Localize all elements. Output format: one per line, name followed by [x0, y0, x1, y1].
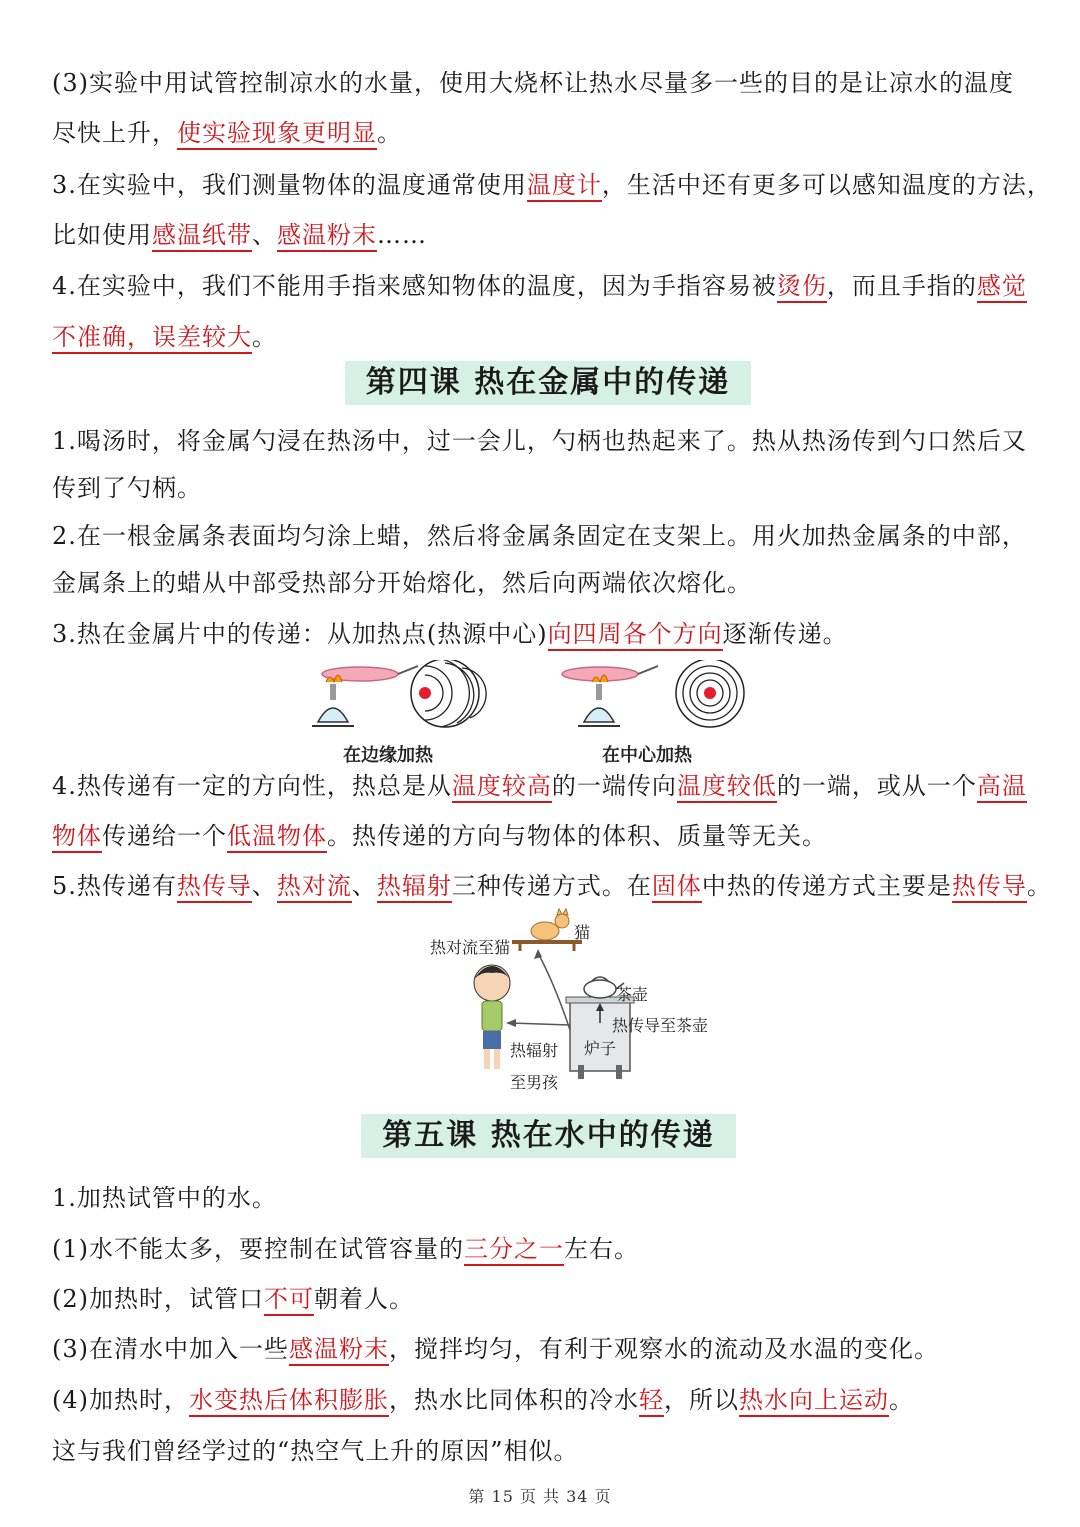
lesson-heading: 第五课 热在水中的传递 — [361, 1114, 736, 1158]
paragraph-line: 物体传递给一个低温物体。热传递的方向与物体的体积、质量等无关。 — [52, 819, 1042, 853]
paragraph-line: 4.热传递有一定的方向性，热总是从温度较高的一端传向温度较低的一端，或从一个高温 — [52, 769, 1042, 803]
answer-text: 使实验现象更明显 — [177, 119, 377, 150]
paragraph-line: (1)水不能太多，要控制在试管容量的三分之一左右。 — [52, 1232, 1042, 1266]
answer-text: 热传导 — [177, 872, 252, 903]
answer-text: 轻 — [639, 1386, 664, 1417]
answer-text: 低温物体 — [227, 822, 327, 853]
answer-text: 温度计 — [527, 171, 602, 202]
center-heating-plate-pattern — [676, 660, 744, 727]
answer-text: 温度较高 — [452, 772, 552, 803]
answer-text: 不可 — [264, 1285, 314, 1316]
center-heating-apparatus — [562, 666, 658, 726]
convection-arrow — [534, 949, 570, 1030]
answer-text: 热传导 — [952, 872, 1027, 903]
answer-text: 向四周各个方向 — [548, 620, 723, 651]
answer-text: 烫伤 — [777, 272, 827, 303]
paragraph-line: 1.加热试管中的水。 — [52, 1184, 277, 1212]
answer-text: 不准确，误差较大 — [52, 323, 252, 354]
paragraph-line: 比如使用感温纸带、感温粉末…… — [52, 218, 1042, 252]
paragraph-line: (3)在清水中加入一些感温粉末，搅拌均匀，有利于观察水的流动及水温的变化。 — [52, 1332, 1042, 1366]
radiation-label: 热辐射 — [510, 1041, 559, 1060]
answer-text: 温度较低 — [677, 772, 777, 803]
answer-text: 热水向上运动 — [739, 1386, 889, 1417]
radiation-label-2: 至男孩 — [510, 1073, 559, 1092]
paragraph-line: 3.热在金属片中的传递：从加热点(热源中心)向四周各个方向逐渐传递。 — [52, 617, 1042, 651]
answer-text: 三分之一 — [464, 1235, 564, 1266]
answer-text: 水变热后体积膨胀 — [189, 1386, 389, 1417]
radiation-arrow — [506, 1019, 570, 1027]
edge-heating-apparatus — [312, 666, 418, 726]
paragraph-line: (3)实验中用试管控制凉水的水量，使用大烧杯让热水尽量多一些的目的是让凉水的温度 — [52, 69, 1014, 97]
answer-text: 感温粉末 — [289, 1335, 389, 1366]
paragraph-line: 这与我们曾经学过的“热空气上升的原因”相似。 — [52, 1437, 579, 1465]
answer-text: 感温纸带 — [152, 221, 252, 252]
cat-on-shelf — [512, 909, 582, 951]
boy-figure — [474, 965, 510, 1069]
paragraph-line: 金属条上的蜡从中部受热部分开始熔化，然后向两端依次熔化。 — [52, 569, 752, 597]
conduction-label: 热传导至茶壶 — [612, 1016, 709, 1035]
answer-text: 热对流 — [277, 872, 352, 903]
lesson-heading: 第四课 热在金属中的传递 — [345, 361, 751, 405]
metal-plate-figure — [300, 660, 780, 740]
paragraph-line: 尽快上升，使实验现象更明显。 — [52, 116, 1042, 150]
answer-text: 固体 — [652, 872, 702, 903]
paragraph-line: (4)加热时，水变热后体积膨胀，热水比同体积的冷水轻，所以热水向上运动。 — [52, 1383, 1042, 1417]
teapot-label: 茶壶 — [616, 985, 649, 1004]
answer-text: 感觉 — [977, 272, 1027, 303]
paragraph-line: 4.在实验中，我们不能用手指来感知物体的温度，因为手指容易被烫伤，而且手指的感觉 — [52, 269, 1042, 303]
figure-caption-center: 在中心加热 — [602, 745, 692, 766]
paragraph-line: 不准确，误差较大。 — [52, 320, 1042, 354]
answer-text: 热辐射 — [377, 872, 452, 903]
edge-heating-plate-pattern — [411, 660, 486, 727]
paragraph-line: 2.在一根金属条表面均匀涂上蜡，然后将金属条固定在支架上。用火加热金属条的中部， — [52, 522, 1027, 550]
paragraph-line: (2)加热时，试管口不可朝着人。 — [52, 1282, 1042, 1316]
convection-label: 热对流至猫 — [430, 938, 511, 957]
answer-text: 感温粉末 — [277, 221, 377, 252]
page-footer: 第 15 页 共 34 页 — [468, 1487, 612, 1506]
answer-text: 高温 — [977, 772, 1027, 803]
paragraph-line: 1.喝汤时，将金属勺浸在热汤中，过一会儿，勺柄也热起来了。热从热汤传到勺口然后又 — [52, 427, 1027, 455]
figure-caption-edge: 在边缘加热 — [343, 745, 433, 766]
paragraph-line: 5.热传递有热传导、热对流、热辐射三种传递方式。在固体中热的传递方式主要是热传导。 — [52, 869, 1042, 903]
cat-label: 猫 — [574, 923, 591, 942]
paragraph-line: 3.在实验中，我们测量物体的温度通常使用温度计，生活中还有更多可以感知温度的方法， — [52, 168, 1042, 202]
stove-label: 炉子 — [584, 1039, 617, 1058]
paragraph-line: 传到了勺柄。 — [52, 474, 202, 502]
answer-text: 物体 — [52, 822, 102, 853]
